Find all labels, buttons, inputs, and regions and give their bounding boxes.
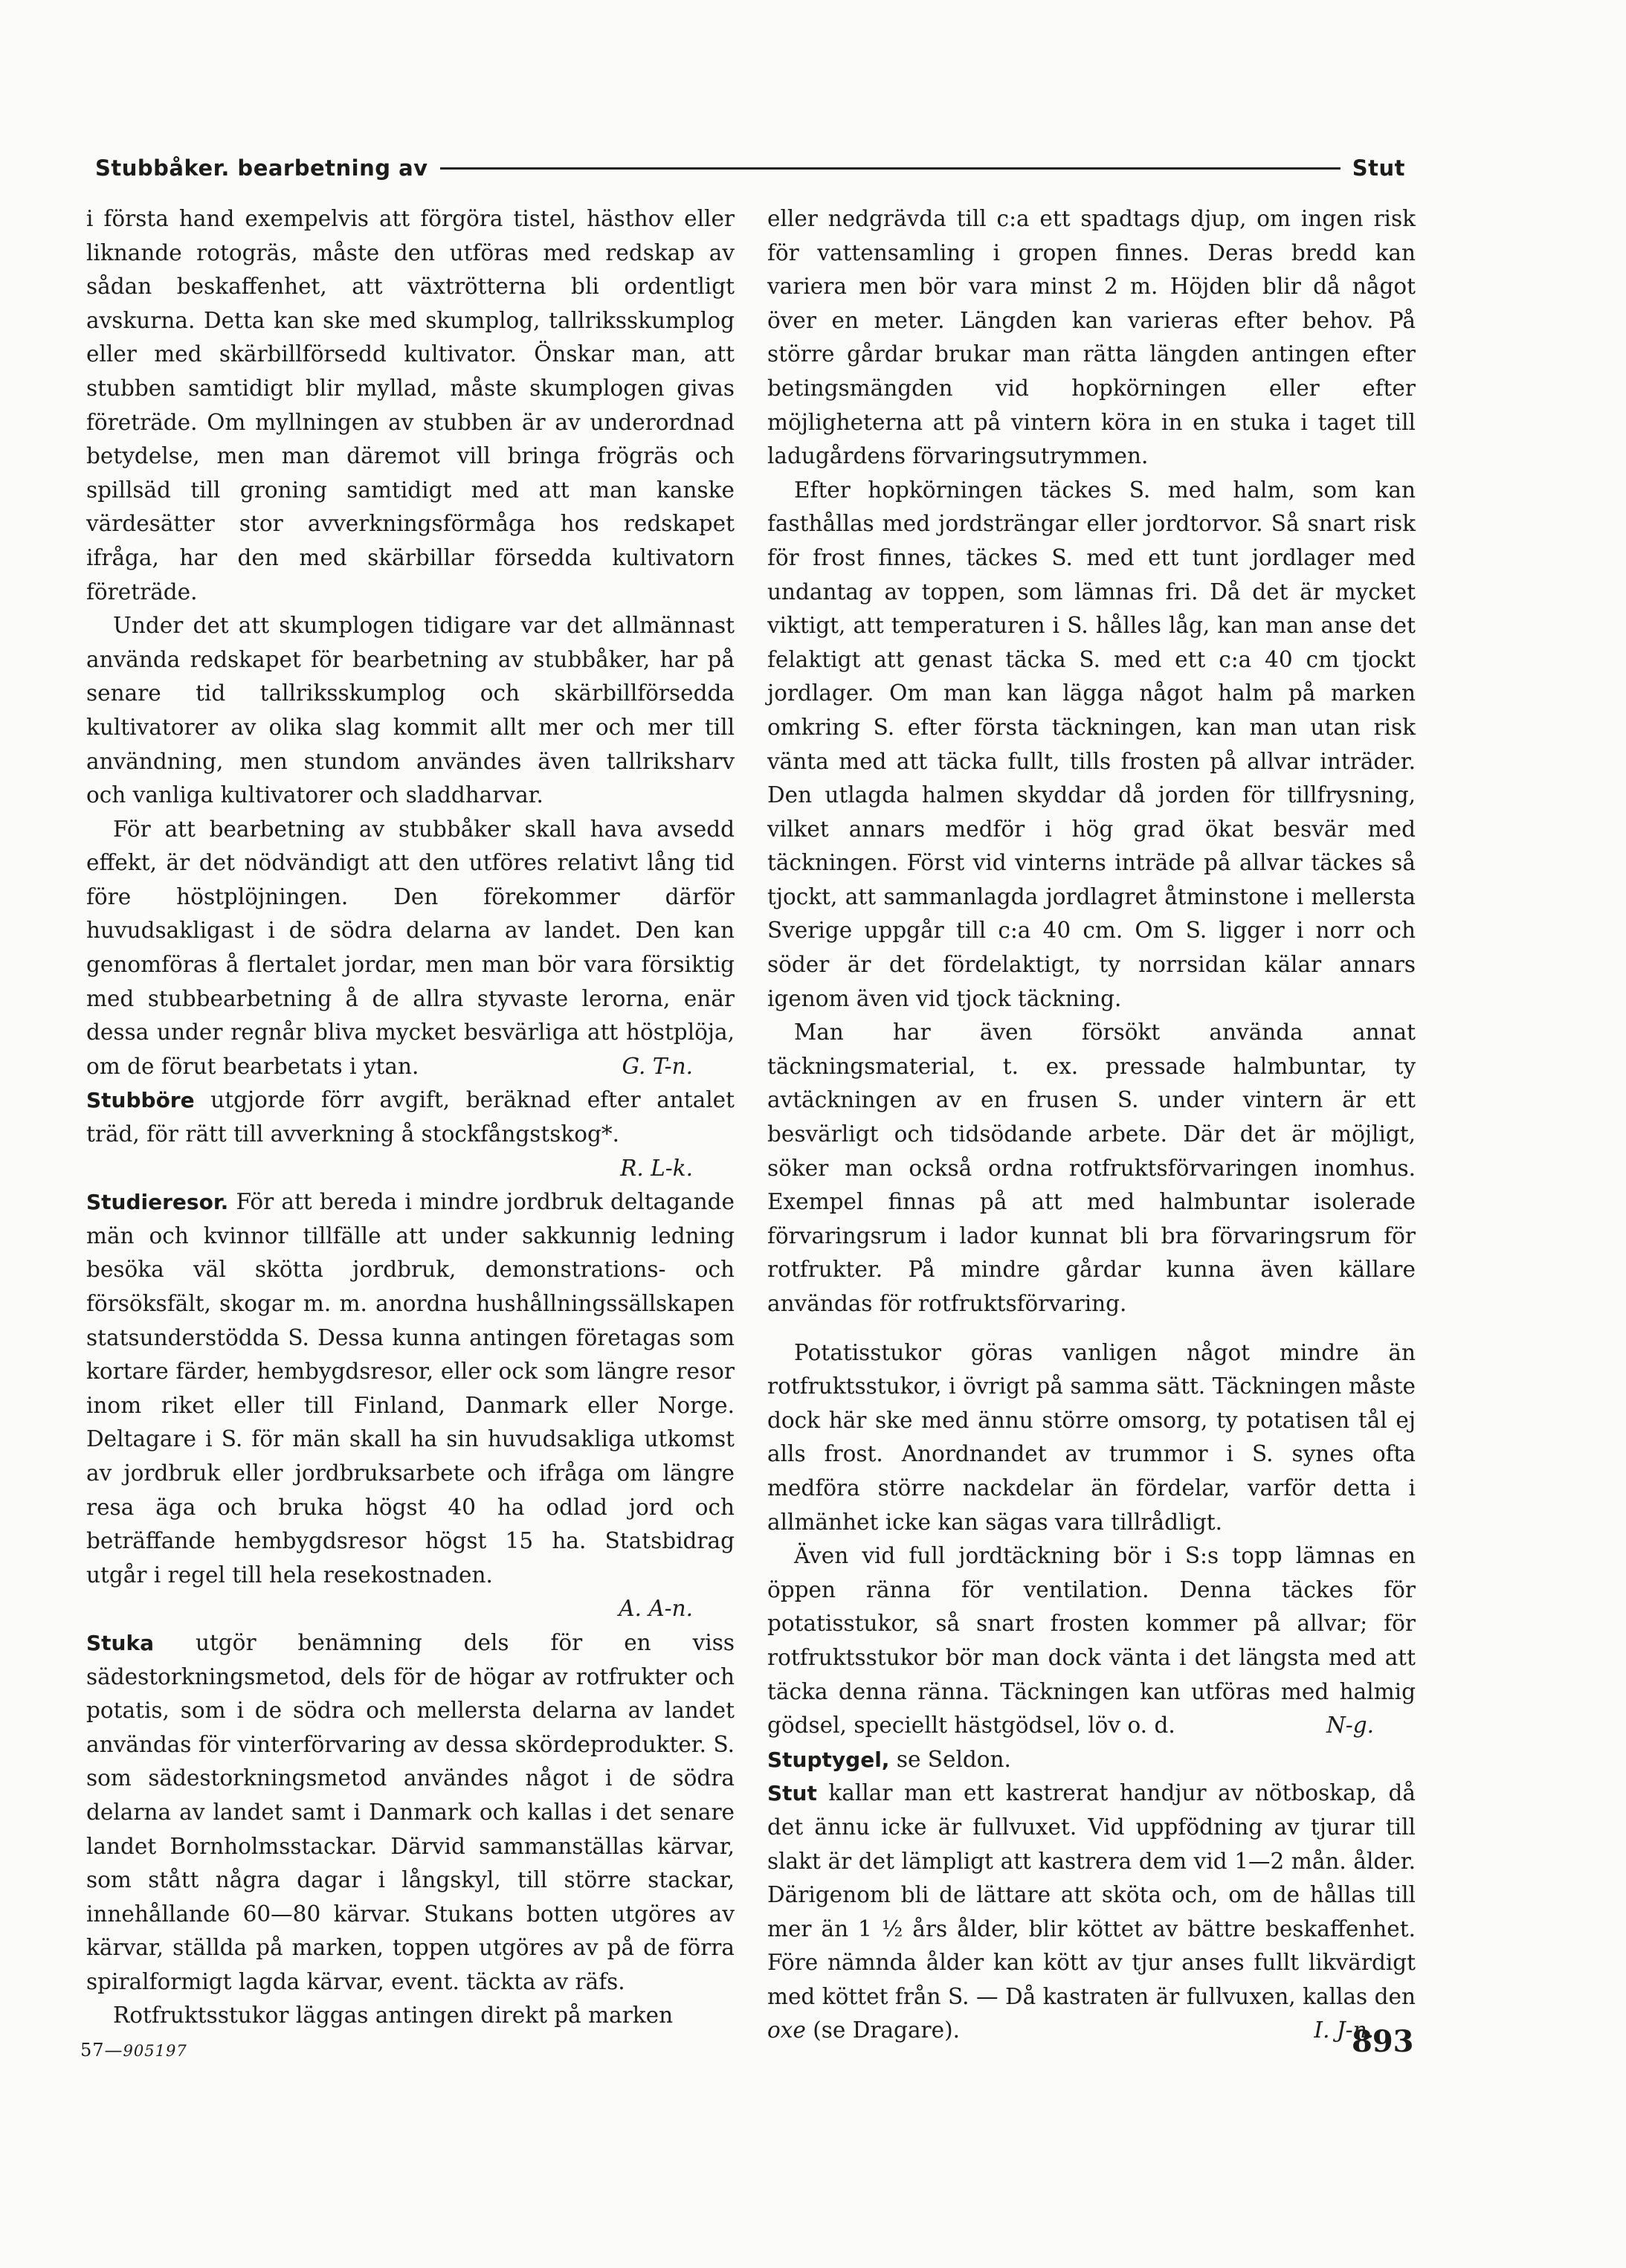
paragraph-text: Även vid full jordtäckning bör i S:s topp lämnas en öppen ränna för ventilation. Denna täckes för potatisstukor, så snart frosten kommer på allvar; för rotfruktsstukor bör man dock vänta i det längsta med att täcka denna ränna. Täckningen kan utföras med halmig gödsel, speciellt hästgödsel, löv o. d. [767, 1543, 1416, 1739]
author-signature: I. J-n. [1314, 2017, 1374, 2043]
entry-stuptygel [767, 1743, 1416, 1777]
right-column [767, 202, 1416, 2048]
entry-italic-term: oxe [767, 2017, 806, 2043]
running-header [95, 146, 1405, 190]
print-code: 905197 [123, 2042, 187, 2060]
author-signature: A. A-n. [619, 1596, 693, 1622]
paragraph: Under det att skumplogen tidigare var det allmännast använda redskapet för bearbetning av stubbåker, har på senare tid tallriksskumplog och skärbillförsedda kultivatorer av olika slag kommit allt mer och mer till användning, men stundom användes även tallriksharv och vanliga kultivatorer och sladdharvar. [86, 613, 735, 808]
header-rule [440, 167, 1341, 170]
author-signature: N-g. [1326, 1713, 1374, 1739]
paragraph [86, 813, 735, 1084]
printer-signature [80, 2040, 187, 2061]
paragraph [767, 1539, 1416, 1743]
entry-text: utgjorde förr avgift, beräknad efter antalet träd, för rätt till avverkning å stockfångstskog*. [86, 1087, 735, 1147]
header-right-title: Stut [1352, 155, 1405, 181]
entry-term: Stuptygel, [767, 1747, 890, 1772]
page-number: 893 [1352, 2024, 1414, 2059]
entry-text: utgör benämning dels för en viss sädestorkningsmetod, dels för de högar av rotfrukter och potatis, som i de södra och mellersta delarna av landet användas för vinterförvaring av dessa skördeprodukter. S. som sädestorkningsmetod användes något i de södra delarna av landet samt i Danmark och kallas i det senare landet Bornholmsstackar. Därvid sammanställas kärvar, som stått några dagar i långskyl, till större stackar, innehållande 60—80 kärvar. Stukans botten utgöres av kärvar, ställda på marken, toppen utgöres av på de förra spiralformigt lagda kärvar, event. täckta av räfs. [86, 1629, 735, 1994]
paragraph: i första hand exempelvis att förgöra tistel, hästhov eller liknande rotogräs, måste den utföras med redskap av sådan beskaffenhet, att växtrötterna bli ordentligt avskurna. Detta kan ske med skumplog, tallriksskumplog eller med skärbillförsedd kultivator. Önskar man, att stubben samtidigt blir myllad, måste skumplogen givas företräde. Om myllningen av stubben är av underordnad betydelse, men man däremot vill bringa frögräs och spillsäd till groning samtidigt med att man kanske värdesätter stor avverkningsförmåga hos redskapet ifråga, har den med skärbillar försedda kultivatorn företräde. [86, 206, 735, 605]
paragraph: Efter hopkörningen täckes S. med halm, som kan fasthållas med jordsträngar eller jordtorvor. Så snart risk för frost finnes, täckes S. med ett tunt jordlager med undantag av toppen, som lämnas fri. Då det är mycket viktigt, att temperaturen i S. hålles låg, kan man anse det felaktigt att genast täcka S. med ett c:a 40 cm tjockt jordlager. Om man kan lägga något halm på marken omkring S. efter första täckningen, kan man utan risk vänta med att täcka fullt, tills frosten på allvar inträder. Den utlagda halmen skyddar då jorden för tillfrysning, vilket annars medför i hög grad ökat besvär med täckningen. Först vid vinterns inträde på allvar täckes så tjockt, att sammanlagda jordlagret åtminstone i mellersta Sverige uppgår till c:a 40 cm. Om S. ligger i norr och söder är det fördelaktigt, ty norrsidan kälar annars igenom även vid tjock täckning. [767, 477, 1416, 1011]
entry-text: kallar man ett kastrerat handjur av nötboskap, då det ännu icke är fullvuxet. Vid uppfödning av tjurar till slakt är det lämpligt att kastrera dem vid 1—2 mån. ålder. Därigenom bli de lättare att sköta och, om de hållas till mer än 1 ½ års ålder, blir köttet av bättre beskaffenhet. Före nämnda ålder kan kött av tjur anses fullt likvärdigt med köttet från S. — Då kastraten är fullvuxen, kallas den [767, 1780, 1416, 2009]
entry-text: se Seldon. [889, 1746, 1011, 1772]
entry-stut [767, 1776, 1416, 2048]
entry-stubbore [86, 1083, 735, 1151]
entry-stuka [86, 1626, 735, 2000]
paragraph: Potatisstukor göras vanligen något mindre än rotfruktsstukor, i övrigt på samma sätt. Täckningen måste dock här ske med ännu större omsorg, ty potatisen tål ej alls frost. Anordnandet av trummor i S. synes ofta medföra större nackdelar än fördelar, varför detta i allmänhet icke kan sägas vara tillrådligt. [767, 1339, 1416, 1535]
entry-term: Stubböre [86, 1088, 195, 1113]
header-left-title: Stubbåker. bearbetning av [95, 155, 428, 181]
paragraph-text: För att bearbetning av stubbåker skall hava avsedd effekt, är det nödvändigt att den utföres relativt lång tid före höstplöjningen. Den förekommer därför huvudsakligast i de södra delarna av landet. Den kan genomföras å flertalet jordar, men man bör vara försiktig med stubbearbetning å de allra styvaste lerorna, enär dessa under regnår bliva mycket besvärliga att höstplöja, om de förut bearbetats i ytan. [86, 816, 735, 1079]
entry-text: För att bereda i mindre jordbruk deltagande män och kvinnor tillfälle att under sakkunnig ledning besöka väl skötta jordbruk, demonstrations- och försöksfält, skogar m. m. anordna hushållningssällskapen statsunderstödda S. Dessa kunna antingen företagas som kortare färder, hembygdsresor, eller ock som längre resor inom riket eller till Finland, Danmark eller Norge. Deltagare i S. för män skall ha sin huvudsakliga utkomst av jordbruk eller jordbruksarbete och ifråga om längre resa äga och bruka högst 40 ha odlad jord och beträffande hembygdsresor högst 15 ha. Statsbidrag utgår i regel till hela resekostnaden. [86, 1189, 735, 1588]
left-column [86, 202, 735, 2033]
signature-mark: 57— [80, 2040, 123, 2061]
entry-term: Stut [767, 1781, 817, 1806]
author-signature: R. L-k. [620, 1155, 693, 1181]
entry-term: Studieresor. [86, 1190, 229, 1215]
entry-text-end: (se Dragare). [805, 2017, 960, 2043]
entry-studieresor [86, 1185, 735, 1592]
author-signature: G. T-n. [622, 1053, 693, 1079]
paragraph: eller nedgrävda till c:a ett spadtags djup, om ingen risk för vattensamling i gropen finnes. Deras bredd kan variera men bör vara minst 2 m. Höjden blir då något över en meter. Längden kan varieras efter behov. På större gårdar brukar man rätta längden antingen efter betingsmängden vid hopkörningen eller efter möjligheterna att på vintern köra in en stuka i taget till ladugårdens förvaringsutrymmen. [767, 206, 1416, 469]
paragraph: Rotfruktsstukor läggas antingen direkt på marken [113, 2003, 674, 2029]
paragraph: Man har även försökt använda annat täckningsmaterial, t. ex. pressade halmbuntar, ty avtäckningen av en frusen S. under vintern är ett besvärligt och tidsödande arbete. Där det är möjligt, söker man också ordna rotfruktsförvaringen inomhus. Exempel finnas på att med halmbuntar isolerade förvaringsrum i lador kunnat bli bra förvaringsrum för rotfrukter. På mindre gårdar kunna även källare användas för rotfruktsförvaring. [767, 1019, 1416, 1316]
entry-term: Stuka [86, 1630, 154, 1655]
